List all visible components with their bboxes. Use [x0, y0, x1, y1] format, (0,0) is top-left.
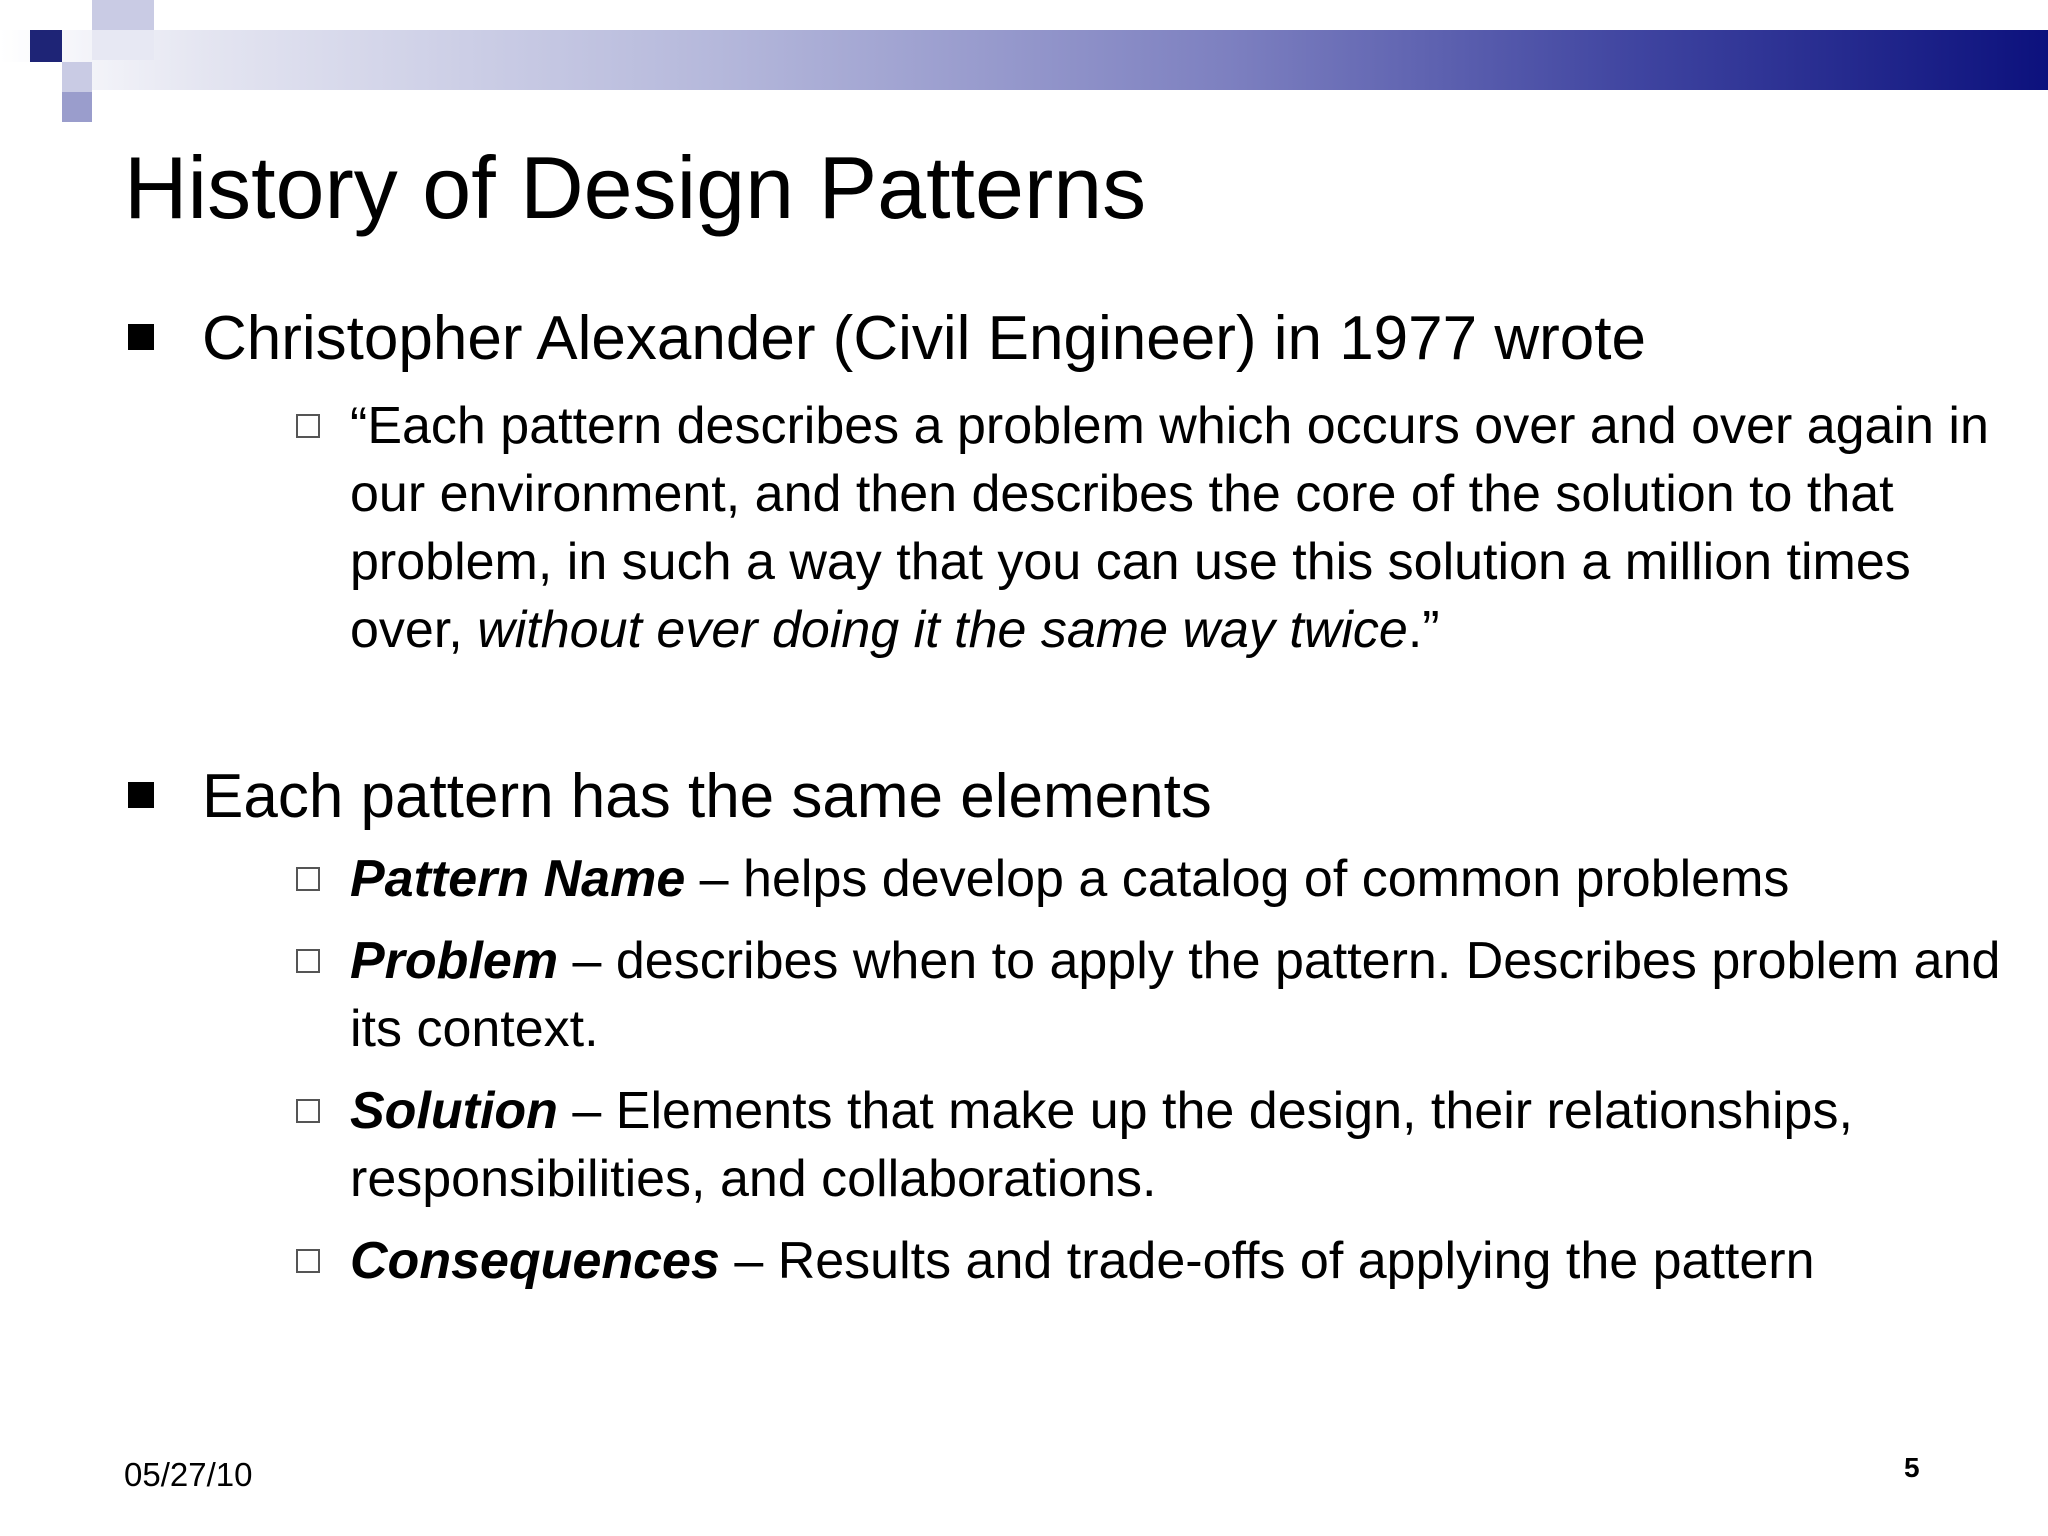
list-item	[290, 1077, 2010, 1213]
element-term: Pattern Name	[350, 850, 686, 908]
element-term: Solution	[350, 1082, 558, 1140]
element-term: Consequences	[350, 1232, 720, 1290]
hollow-square-bullet-icon	[296, 1249, 320, 1273]
quote-text: “Each pattern describes a problem which occurs over and over again in our environment, and then describes the core of the solution to that problem, in such a way that you can use this solution a million times over,	[350, 396, 1989, 659]
alexander-quote	[290, 392, 2010, 664]
element-desc: – describes when to apply the pattern. Describes problem and its context.	[350, 932, 2001, 1058]
bullet-alexander	[124, 300, 1924, 378]
list-item	[290, 845, 2010, 913]
element-desc: – Results and trade-offs of applying the pattern	[719, 1232, 1815, 1290]
decor-square-dark	[30, 30, 62, 62]
hollow-square-bullet-icon	[296, 1099, 320, 1123]
footer-date: 05/27/10	[124, 1456, 253, 1493]
list-item	[290, 927, 2010, 1063]
list-item	[290, 1227, 2010, 1295]
slide-body	[124, 300, 2001, 1309]
header-gradient-band	[0, 30, 2048, 90]
bullet-text: Christopher Alexander (Civil Engineer) in 1977 wrote	[202, 304, 1646, 373]
decor-square	[62, 62, 92, 92]
hollow-square-bullet-icon	[296, 867, 320, 891]
bullet-elements	[124, 758, 1924, 836]
alexander-sublist	[290, 392, 1989, 664]
quote-italic-text: without ever doing it the same way twice	[477, 600, 1408, 659]
element-desc: – helps develop a catalog of common problems	[685, 850, 1790, 908]
bullet-text: Each pattern has the same elements	[202, 761, 1212, 831]
square-bullet-icon	[128, 782, 154, 808]
page-number: 5	[1904, 1452, 1920, 1483]
element-term: Problem	[350, 932, 559, 990]
elements-sublist	[290, 845, 2001, 1295]
decor-square	[0, 0, 30, 30]
quote-end: .”	[1407, 600, 1440, 659]
slide-title: History of Design Patterns	[124, 138, 1147, 237]
element-desc: – Elements that make up the design, their relationships, responsibilities, and collaborations.	[350, 1082, 1853, 1208]
decor-square	[62, 92, 92, 122]
hollow-square-bullet-icon	[296, 414, 320, 438]
decor-square	[92, 0, 154, 30]
decor-square	[0, 62, 62, 92]
decor-square	[92, 30, 154, 60]
square-bullet-icon	[128, 324, 154, 350]
hollow-square-bullet-icon	[296, 949, 320, 973]
